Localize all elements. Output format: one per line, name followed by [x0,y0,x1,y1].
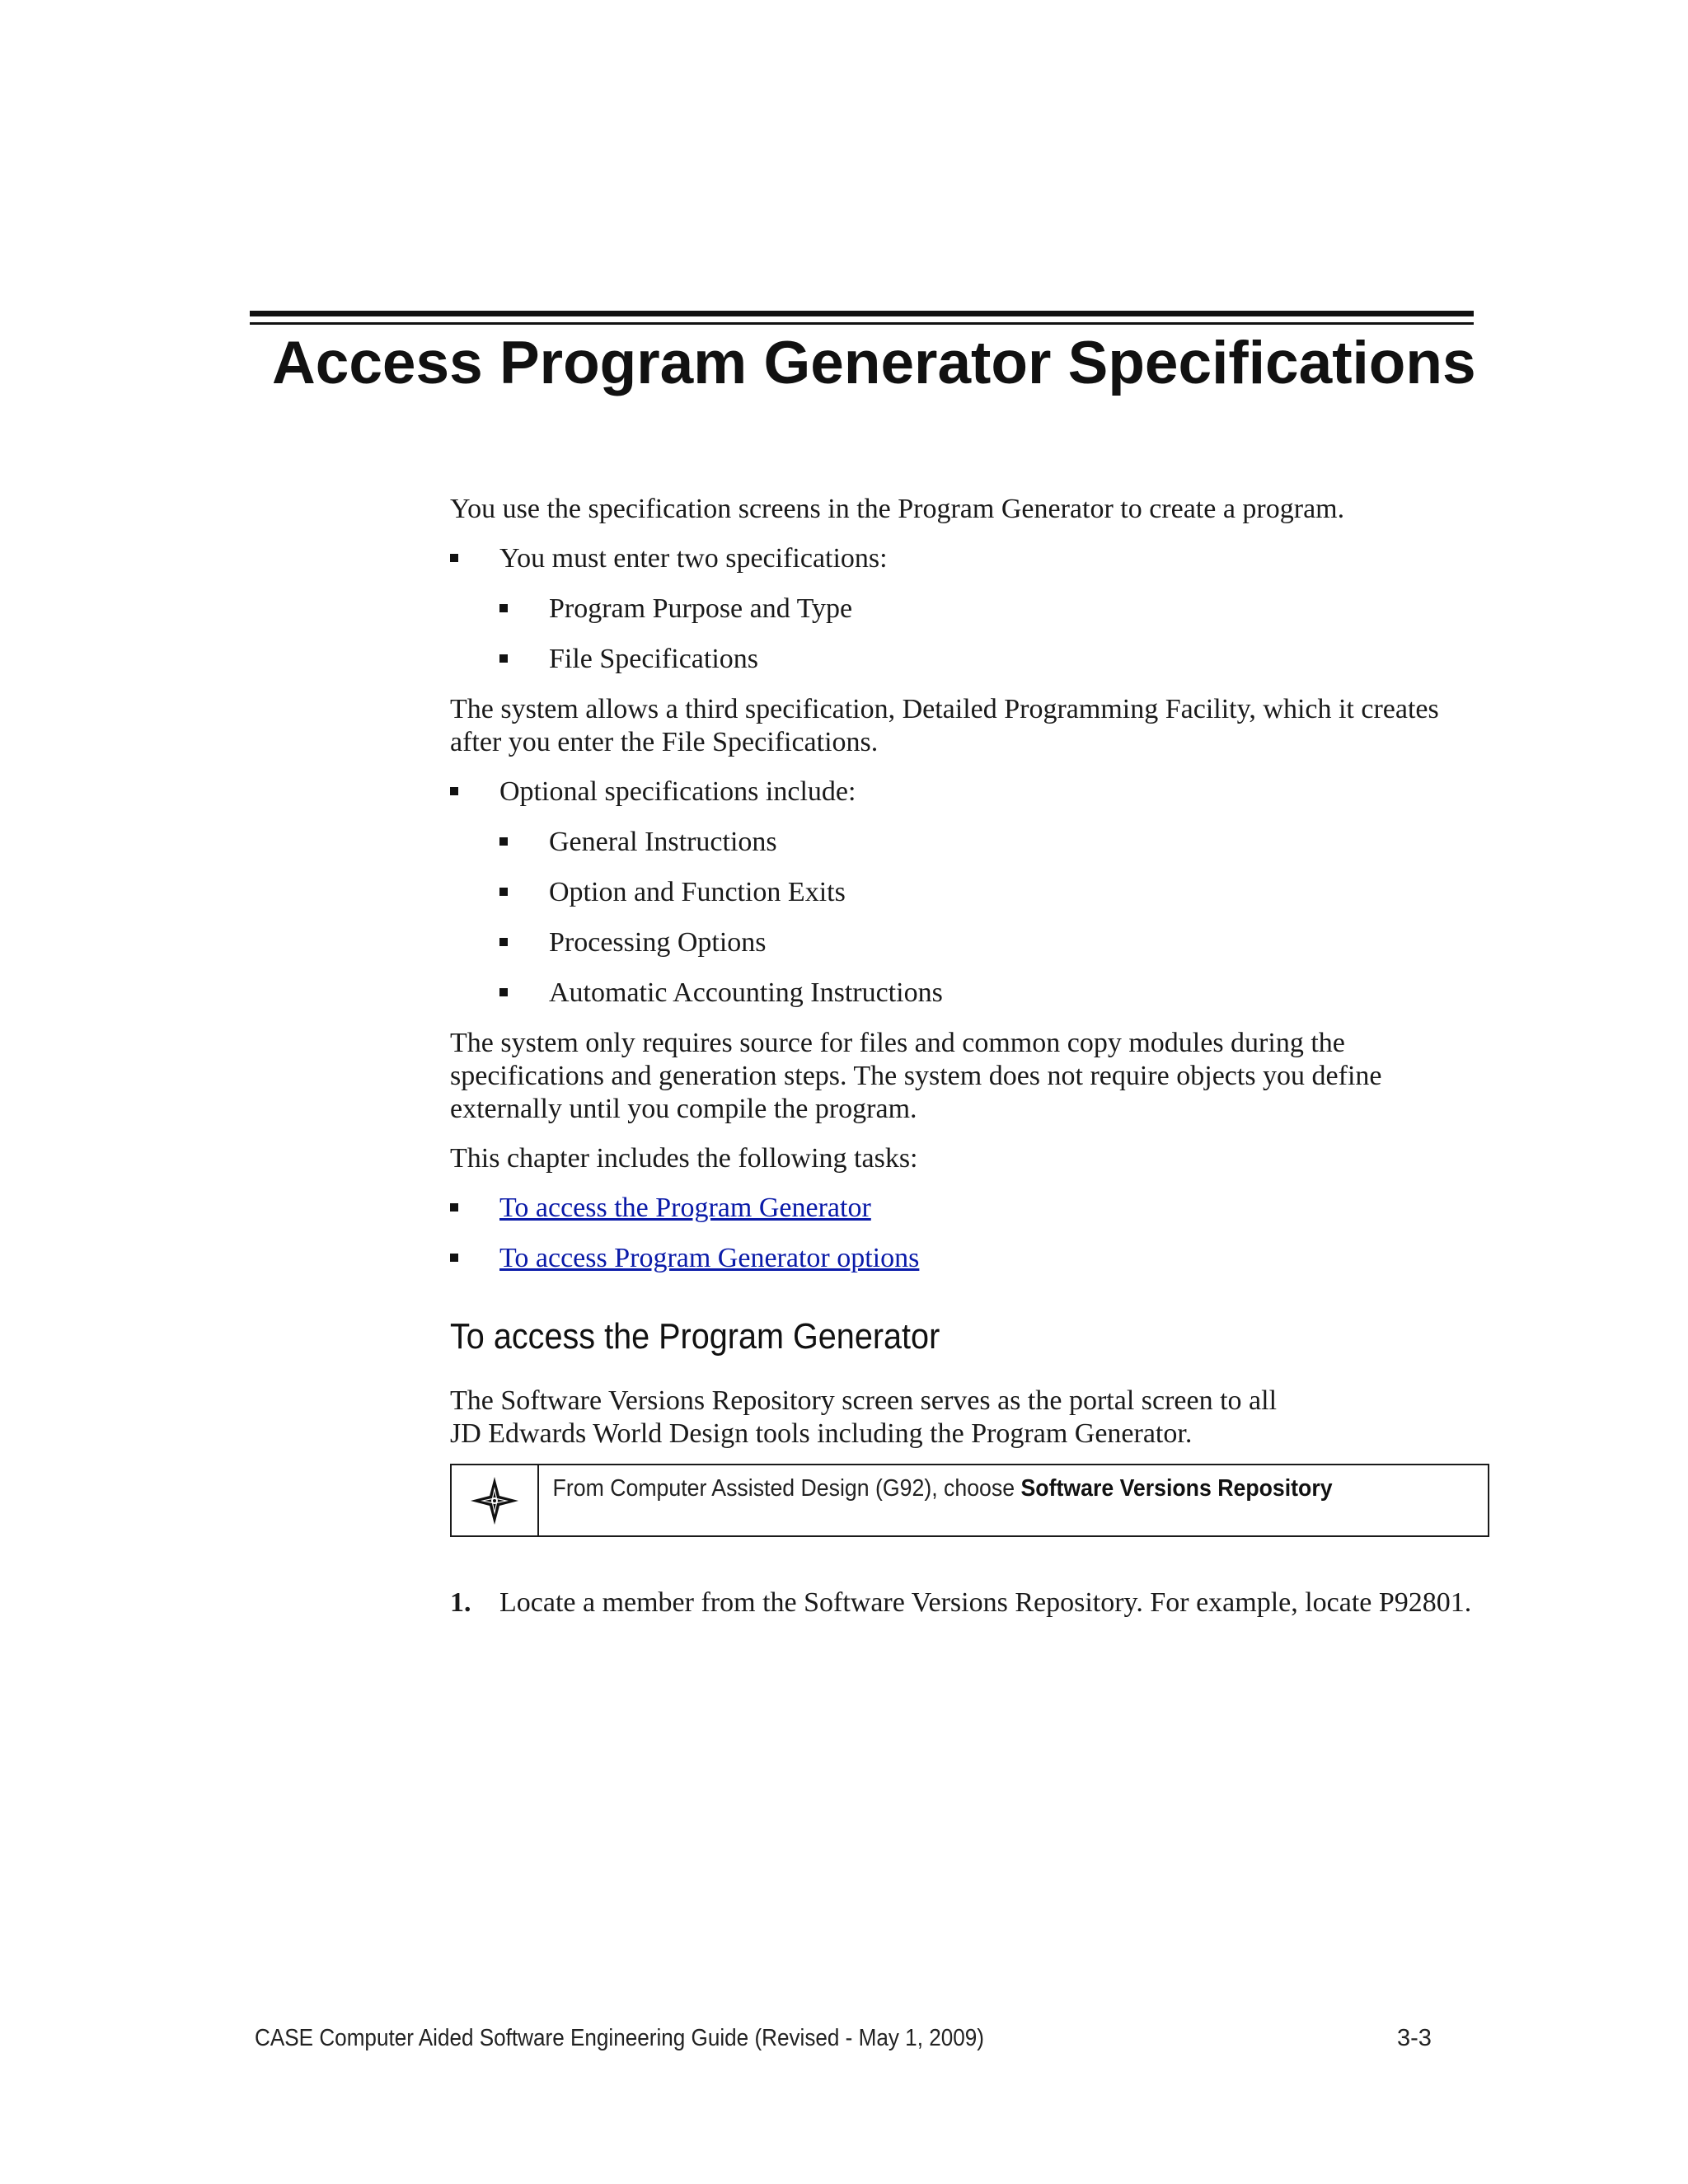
list-item [499,643,1490,676]
required-lead: You must enter two specifications: [499,543,888,574]
list-item [499,826,1490,859]
optional-item: Processing Options [549,927,767,958]
task-link-access-program-generator[interactable]: To access the Program Generator [499,1193,871,1223]
square-bullet-icon [499,837,508,846]
square-bullet-icon [450,1203,458,1212]
source-paragraph: The system only requires source for files and common copy modules during the specifications and generation steps. The system does not require objects you define externally until you compile the program. [450,1028,1382,1124]
square-bullet-icon [499,604,508,612]
intro-paragraph: You use the specification screens in the Program Generator to create a program. [450,494,1345,524]
optional-item: Automatic Accounting Instructions [549,977,943,1008]
navigation-text [539,1465,1333,1535]
square-bullet-icon [450,787,458,795]
footer-guide-title: CASE Computer Aided Software Engineering Guide (Revised - May 1, 2009) [255,2025,984,2051]
list-item [499,876,1490,909]
footer-page-number: 3-3 [1397,2025,1432,2051]
section-heading: To access the Program Generator [450,1316,940,1357]
square-bullet-icon [499,938,508,946]
list-item [450,542,1490,575]
navigation-compass-icon [469,1475,520,1526]
list-item [450,1242,1490,1275]
body-content [450,493,1490,1619]
list-item [499,977,1490,1010]
optional-lead: Optional specifications include: [499,776,856,807]
list-item [499,593,1490,626]
navigation-prefix: From Computer Assisted Design (G92), choose [552,1475,1021,1502]
navigation-menu-choice: Software Versions Repository [1020,1475,1333,1502]
optional-item: Option and Function Exits [549,877,846,907]
square-bullet-icon [450,1254,458,1262]
square-bullet-icon [499,888,508,896]
section-paragraph-line: The Software Versions Repository screen serves as the portal screen to all [450,1385,1278,1416]
step-text: Locate a member from the Software Versions Repository. For example, locate P92801. [499,1587,1472,1618]
square-bullet-icon [499,654,508,663]
section-paragraph-line: JD Edwards World Design tools including the Program Generator. [450,1418,1193,1449]
section-paragraph [450,1385,1490,1451]
navigation-icon-cell [452,1465,539,1535]
step-item [450,1586,1490,1619]
list-item [450,1192,1490,1225]
title-rule-thick [250,311,1474,316]
third-spec-paragraph: The system allows a third specification, Detailed Programming Facility, which it creates after you enter the File Specifications. [450,694,1439,757]
required-item: File Specifications [549,644,759,674]
task-link-access-options[interactable]: To access Program Generator options [499,1243,920,1273]
step-number: 1. [450,1587,471,1618]
square-bullet-icon [450,554,458,562]
square-bullet-icon [499,988,508,996]
tasks-lead: This chapter includes the following tasks: [450,1143,918,1174]
list-item [450,776,1490,808]
navigation-box [450,1464,1489,1537]
optional-item: General Instructions [549,827,777,857]
chapter-title: Access Program Generator Specifications [272,330,1476,396]
required-item: Program Purpose and Type [549,593,853,624]
list-item [499,926,1490,959]
